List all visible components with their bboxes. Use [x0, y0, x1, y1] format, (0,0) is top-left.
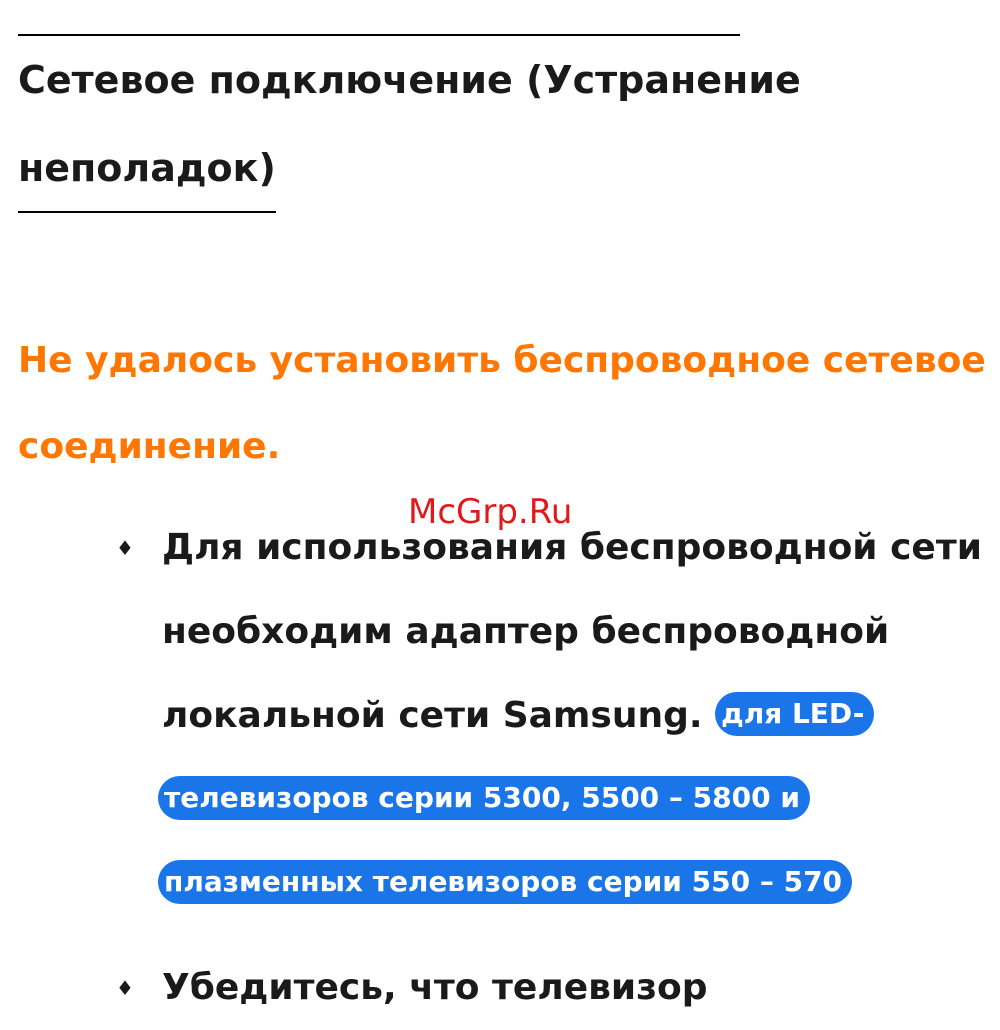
list-item-line: Для использования беспроводной сети [162, 527, 982, 568]
problem-heading-line-1: Не удалось установить беспроводное сетевое [18, 340, 986, 381]
model-note-tag: плазменных телевизоров серии 550 – 570 [158, 860, 852, 904]
list-item-line: Убедитесь, что телевизор [162, 967, 708, 1008]
model-note-tag: для LED- [715, 692, 874, 736]
list-item [116, 506, 992, 926]
problem-heading-line-2: соединение. [18, 426, 281, 467]
section-title-line-1: Сетевое подключение (Устранение [18, 58, 801, 102]
list-item-line [162, 758, 992, 842]
list-item [116, 946, 992, 1030]
list-item-text: локальной сети Samsung. [162, 695, 703, 736]
bullet-icon: ♦ [116, 976, 134, 1000]
section-title-line-2: неполадок) [18, 125, 276, 213]
list-item-line [162, 842, 992, 926]
list-item-line [162, 674, 992, 758]
problem-heading [18, 318, 993, 490]
section-title [18, 34, 801, 213]
list-item-line: необходим адаптер беспроводной [162, 611, 890, 652]
bullet-icon: ♦ [116, 536, 134, 560]
watermark: McGrp.Ru [408, 492, 573, 532]
model-note-tag: телевизоров серии 5300, 5500 – 5800 и [158, 776, 810, 820]
